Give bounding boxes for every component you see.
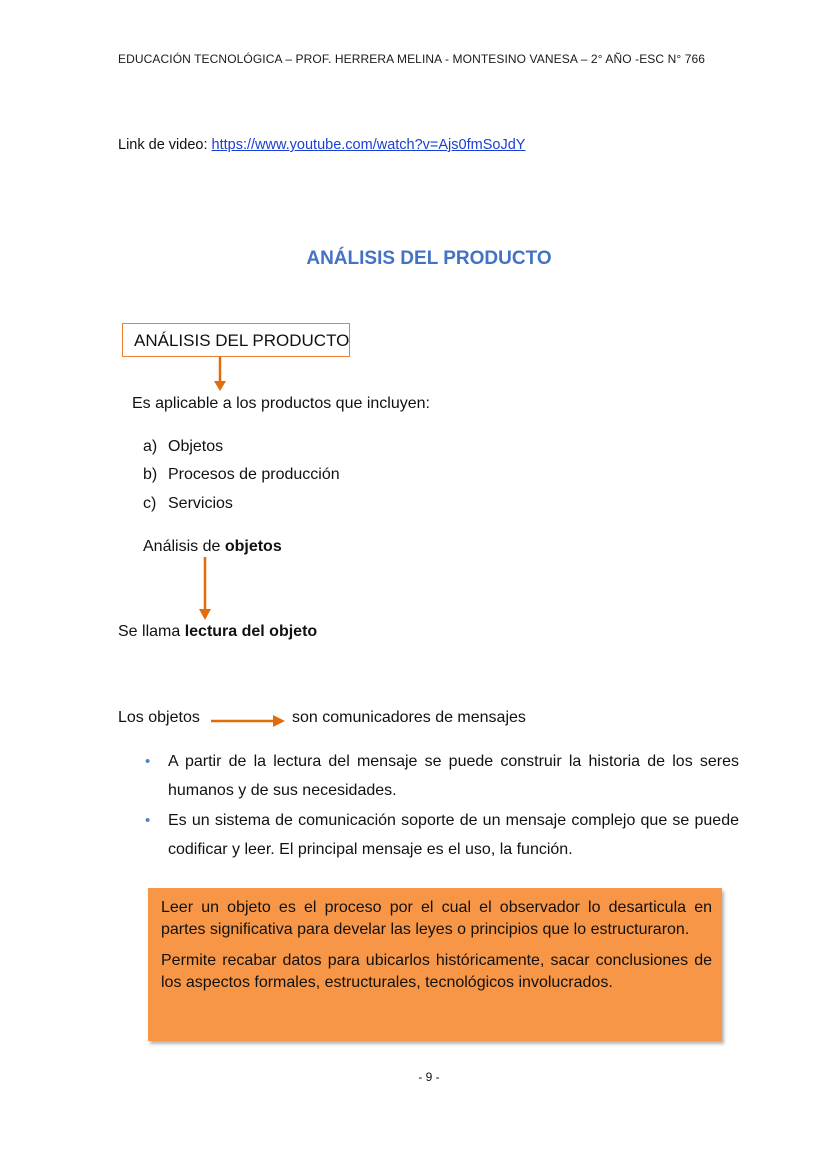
boxed-title: ANÁLISIS DEL PRODUCTO: [122, 323, 350, 357]
highlight-box: [148, 888, 722, 1041]
page-header: EDUCACIÓN TECNOLÓGICA – PROF. HERRERA MELINA - MONTESINO VANESA – 2° AÑO -ESC N° 766: [118, 52, 706, 66]
list-label: a): [143, 438, 158, 455]
analysis-bold: objetos: [224, 538, 282, 555]
video-link[interactable]: https://www.youtube.com/watch?v=Ajs0fmSoJdY: [211, 137, 526, 153]
section-title: ANÁLISIS DEL PRODUCTO: [306, 248, 552, 269]
list-label: c): [143, 495, 157, 512]
list-item-b: [143, 466, 340, 484]
list-text: Servicios: [168, 495, 233, 512]
arrow-right-icon: [211, 713, 287, 729]
objects-left: Los objetos: [118, 709, 200, 726]
analysis-prefix: Análisis de: [143, 538, 225, 555]
analysis-heading: [143, 538, 282, 556]
bullet-text: Es un sistema de comunicación soporte de un mensaje complejo que se puede codificar y leer. El principal mensaje es el uso, la función.: [168, 812, 739, 858]
video-line: [118, 137, 525, 153]
list-item-a: [143, 438, 223, 456]
applies-text: Es aplicable a los productos que incluyen:: [132, 395, 430, 412]
list-text: Objetos: [168, 438, 224, 455]
bullet-text: A partir de la lectura del mensaje se puede construir la historia de los seres humanos y de sus necesidades.: [168, 753, 739, 799]
objects-right: son comunicadores de mensajes: [292, 709, 526, 726]
arrow-down-icon: [212, 357, 228, 393]
bullet-dot-icon: •: [145, 812, 151, 829]
list-item-c: [143, 495, 233, 513]
page-number: - 9 -: [418, 1070, 440, 1084]
list-text: Procesos de producción: [168, 466, 340, 483]
list-label: b): [143, 466, 158, 483]
reading-line: [118, 623, 317, 641]
arrow-down-icon: [197, 557, 213, 623]
bullet-dot-icon: •: [145, 753, 151, 770]
highlight-paragraph: Leer un objeto es el proceso por el cual el observador lo desarticula en partes significativa para develar las leyes o principios que lo estructuraron.: [161, 899, 712, 938]
reading-bold: lectura del objeto: [184, 623, 318, 640]
highlight-paragraph: Permite recabar datos para ubicarlos históricamente, sacar conclusiones de los aspectos formales, estructurales, tecnológicos involucrados.: [161, 952, 712, 991]
reading-prefix: Se llama: [118, 623, 185, 640]
video-label: Link de video:: [118, 137, 212, 153]
